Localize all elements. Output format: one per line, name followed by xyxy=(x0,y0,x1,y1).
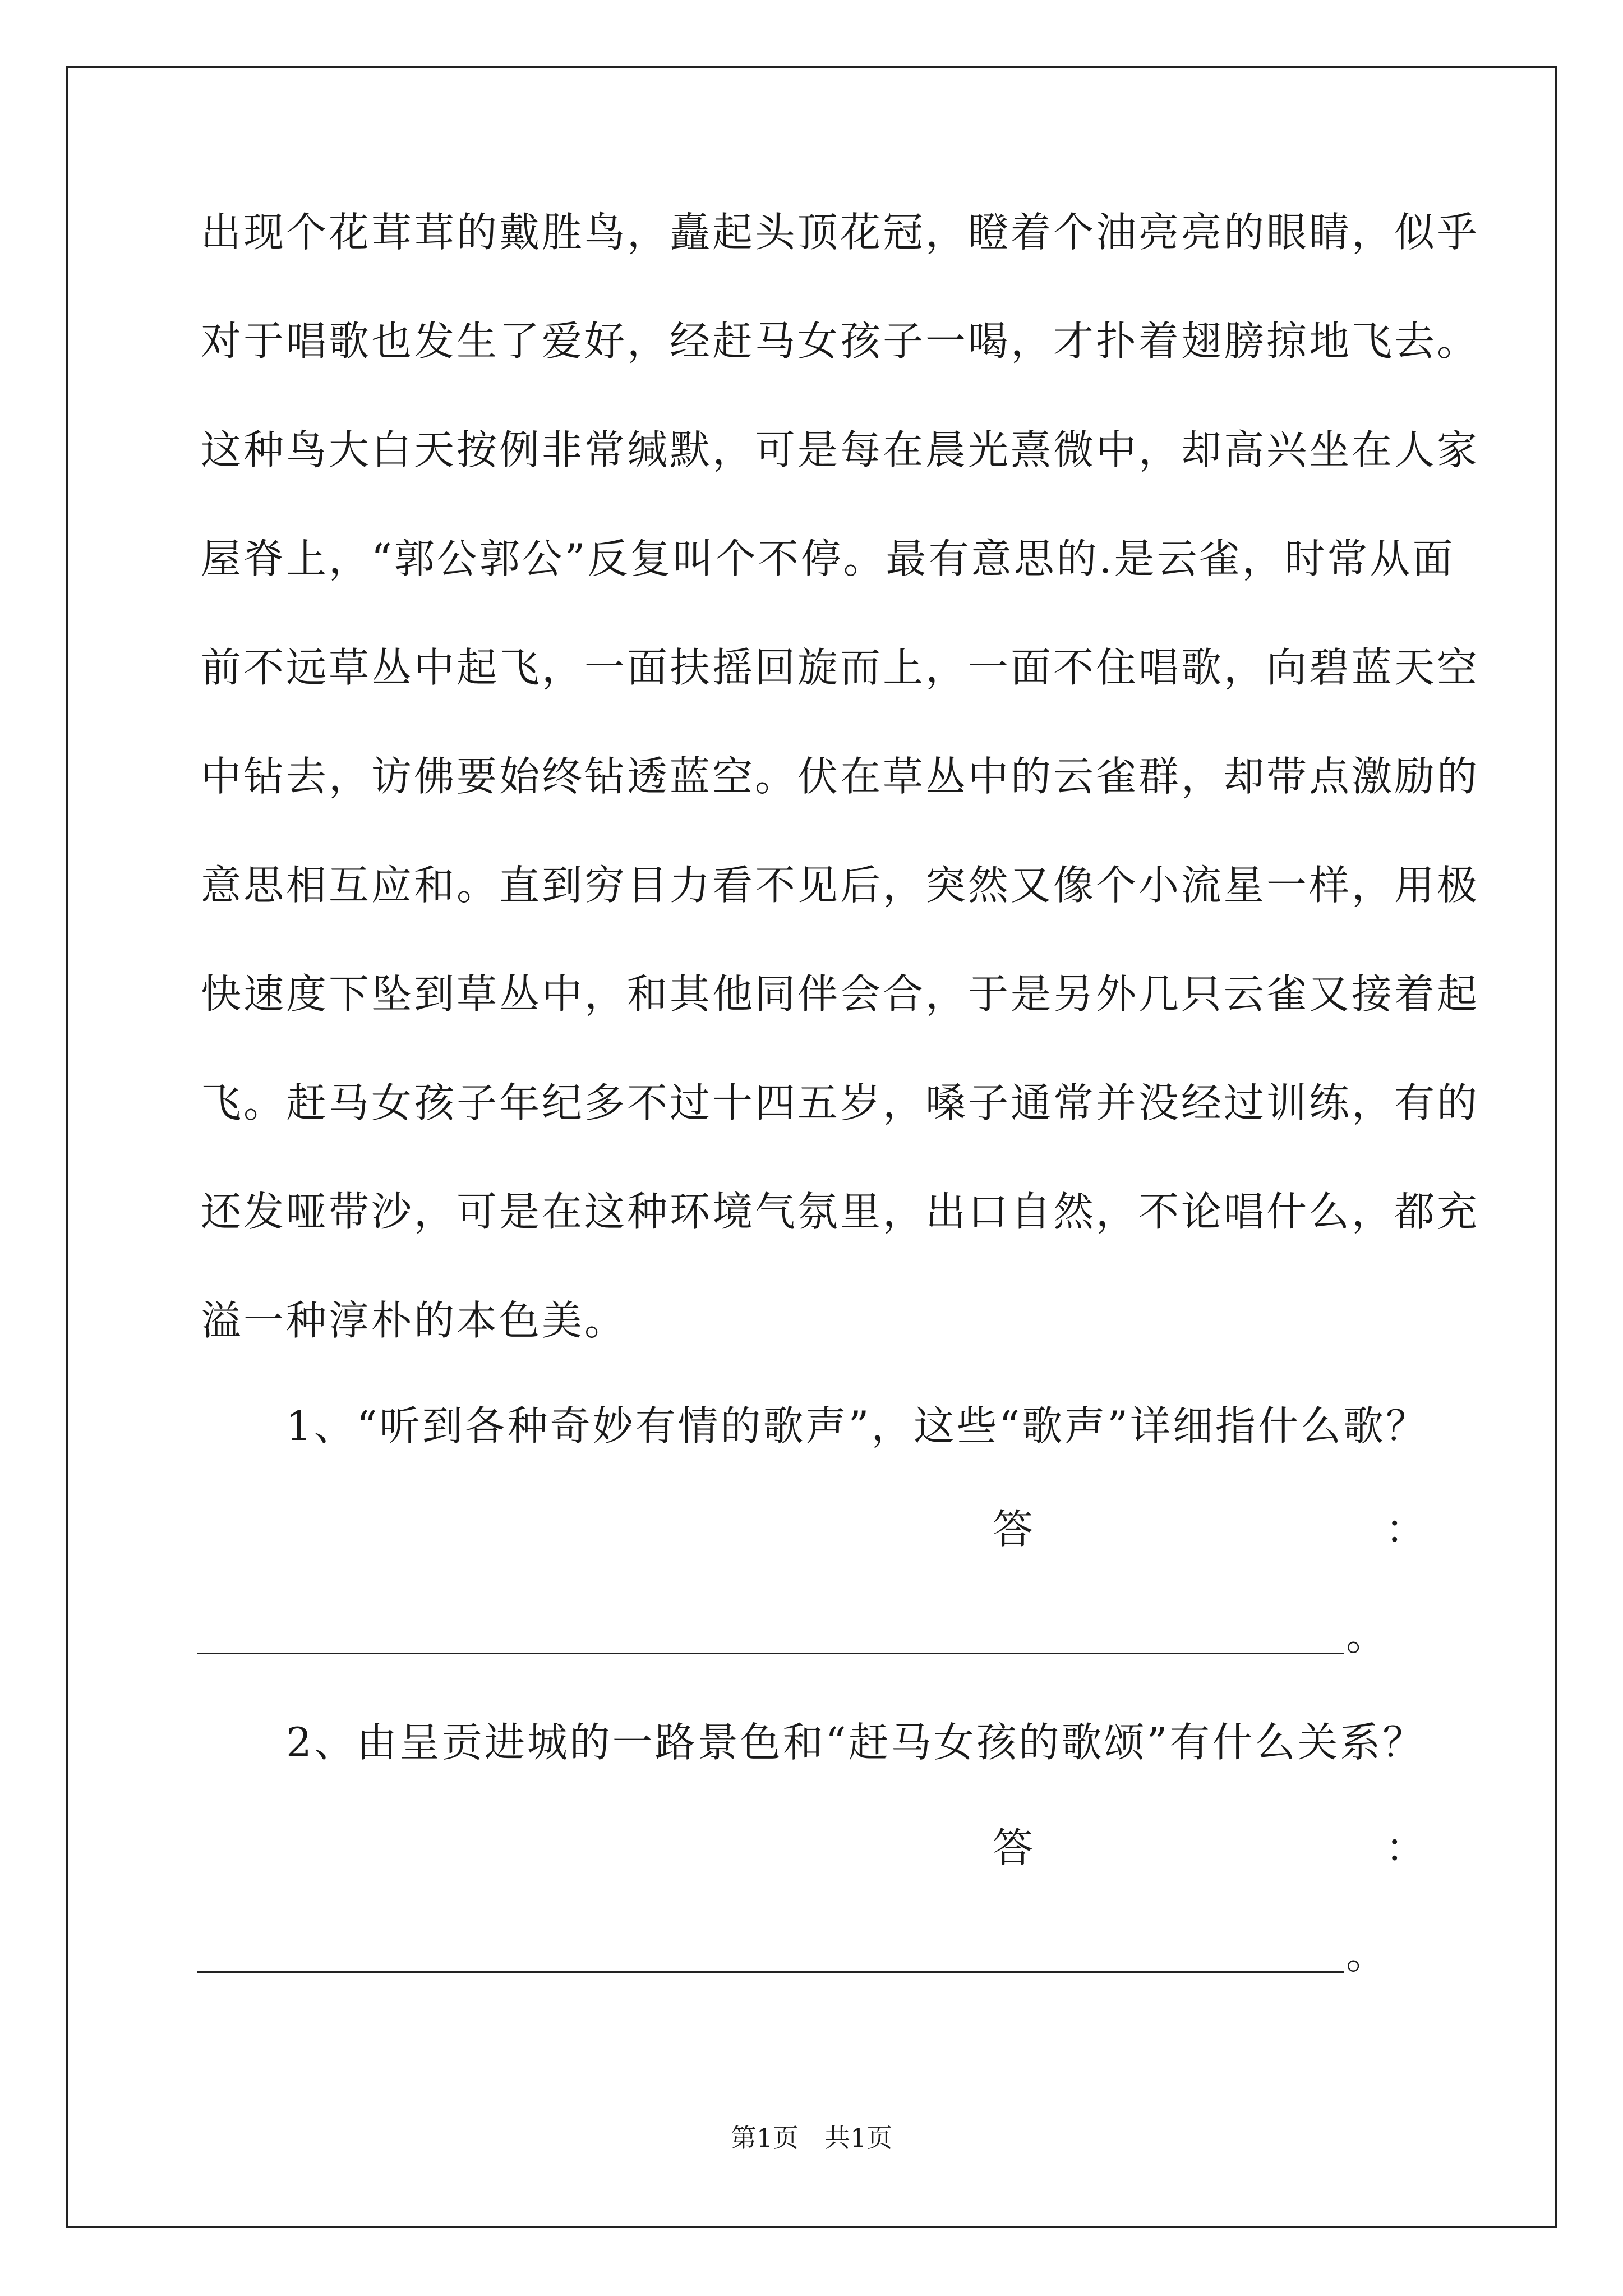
passage-line: 出现个花茸茸的戴胜鸟，矗起头顶花冠，瞪着个油亮亮的眼睛，似乎 xyxy=(201,209,1480,256)
passage-line: 前不远草丛中起飞，一面扶摇回旋而上，一面不住唱歌，向碧蓝天空 xyxy=(201,644,1480,691)
answer-period-1: 。 xyxy=(1346,1612,1387,1659)
passage-line: 这种鸟大白天按例非常缄默，可是每在晨光熹微中，却高兴坐在人家 xyxy=(201,426,1480,473)
passage-line: 屋脊上，“郭公郭公”反复叫个不停。最有意思的.是云雀，时常从面 xyxy=(201,535,1455,582)
question-2: 2、由呈贡进城的一路景色和“赶马女孩的歌颂”有什么关系？ xyxy=(286,1719,1426,1766)
passage-line: 快速度下坠到草丛中，和其他同伴会合，于是另外几只云雀又接着起 xyxy=(201,970,1480,1018)
answer-blank-1[interactable] xyxy=(197,1653,1344,1654)
passage-line: 溢一种淳朴的本色美。 xyxy=(201,1297,628,1344)
answer-period-2: 。 xyxy=(1346,1931,1387,1978)
passage-line: 中钻去，访佛要始终钻透蓝空。伏在草丛中的云雀群，却带点激励的 xyxy=(201,753,1480,800)
question-1: 1、“听到各种奇妙有情的歌声”，这些“歌声”详细指什么歌？ xyxy=(286,1402,1429,1450)
answer-label-1: 答 xyxy=(993,1506,1034,1553)
passage-line: 意思相互应和。直到穷目力看不见后，突然又像个小流星一样，用极 xyxy=(201,862,1480,909)
page-footer: 第1页 共1页 xyxy=(730,2123,893,2153)
answer-colon-1: ： xyxy=(1385,1506,1426,1553)
answer-colon-2: ： xyxy=(1385,1824,1426,1871)
passage-line: 对于唱歌也发生了爱好，经赶马女孩子一喝，才扑着翅膀掠地飞去。 xyxy=(201,318,1480,365)
answer-blank-2[interactable] xyxy=(197,1971,1344,1973)
answer-label-2: 答 xyxy=(993,1824,1034,1871)
passage xyxy=(201,209,1480,1409)
passage-line: 飞。赶马女孩子年纪多不过十四五岁，嗓子通常并没经过训练，有的 xyxy=(201,1079,1480,1126)
passage-line: 还发哑带沙，可是在这种环境气氛里，出口自然，不论唱什么，都充 xyxy=(201,1188,1480,1235)
